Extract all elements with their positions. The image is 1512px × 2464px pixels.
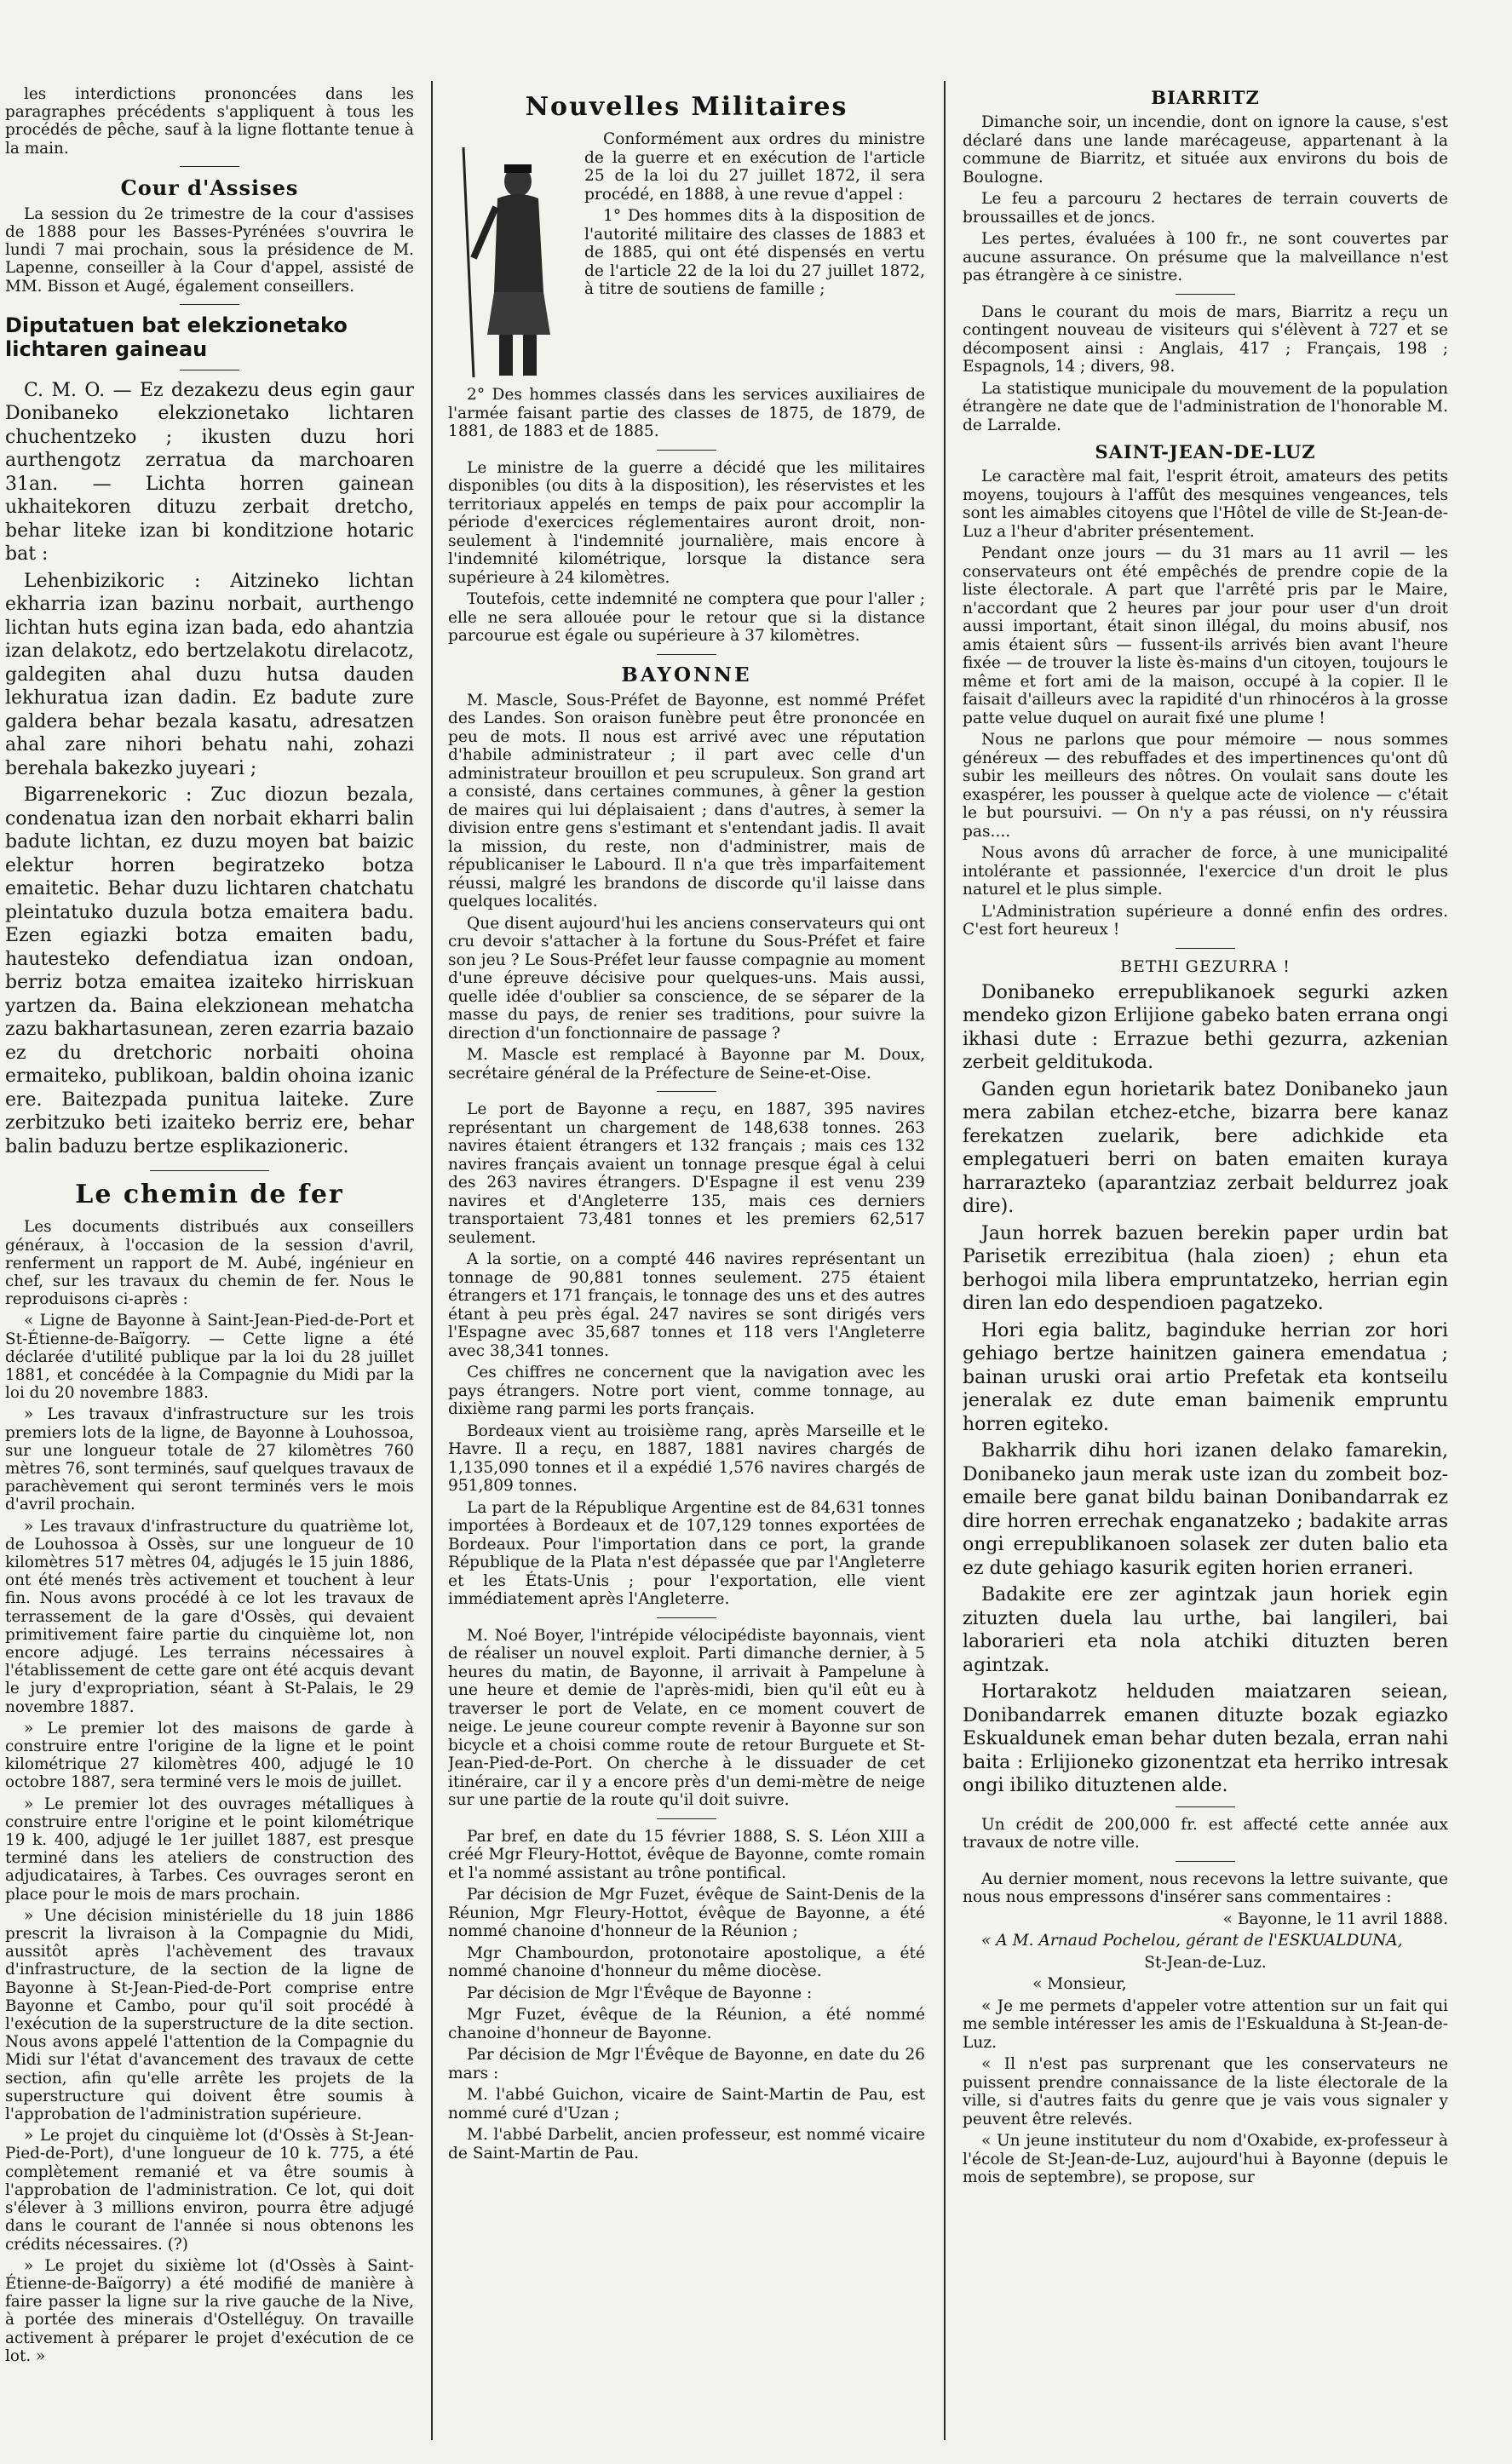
paragraph: Mgr Fuzet, évêque de la Réunion, a été nommé chanoine d'honneur de Bayonne. (448, 2006, 925, 2042)
section-title: Cour d'Assises (120, 175, 299, 200)
section-title: BIARRITZ (1151, 87, 1260, 108)
paragraph: M. l'abbé Darbelit, ancien professeur, est nommé vicaire de Saint-Martin de Pau. (448, 2126, 925, 2162)
paragraph: Dimanche soir, un incendie, dont on ignore la cause, s'est déclaré dans une lande marécageuse, appartenant à la commune de Biarritz, et située aux environs du bois de Boulogne. (963, 113, 1448, 187)
paragraph: Un crédit de 200,000 fr. est affecté cette année aux travaux de notre ville. (963, 1815, 1448, 1852)
paragraph: Dans le courant du mois de mars, Biarritz a reçu un contingent nouveau de visiteurs qui s'élèvent à 727 et se décomposent ainsi : Anglais, 417 ; Français, 198 ; Espagnols, 14 ; divers, 98. (963, 302, 1448, 376)
paragraph: » Le premier lot des maisons de garde à construire entre l'origine de la ligne et le point kilométrique 27 kilomètres 400, adjugé le 10 octobre 1887, sera terminé vers le mois de juillet. (5, 1719, 414, 1792)
paragraph: M. Mascle, Sous-Préfet de Bayonne, est nommé Préfet des Landes. Son oraison funèbre peut être prononcée en peu de mots. Il nous est arrivé avec une réputation d'habile administrateur ; il part avec celle d'un administrateur brouillon et peu scrupuleux. Son grand art a consisté, dans certaines communes, à gêner la gestion de maires qui lui déplaisaient ; dans d'autres, à semer la division entre gens s'estimant et s'entendant jadis. Il avait la mission, du reste, non d'administrer, mais de républicaniser le Labourd. Il n'a que très imparfaitement réussi, malgré les brandons de discorde qu'il laisse dans quelques localités. (448, 691, 925, 910)
paragraph: » Une décision ministérielle du 18 juin 1886 prescrit la livraison à la Compagnie du Midi, aussitôt après l'achèvement des travaux d'infrastructure, de la section de la ligne de Bayonne à St-Jean-Pied-de-Port comprise entre Bayonne et Cambo, pour qu'il soit procédé à l'exécution de la superstructure de la dite section. Nous avons appelé l'attention de la Compagnie du Midi sur l'état d'avancement des travaux de cette section, afin qu'elle arrête les projets de la superstructure qui doivent être soumis à l'approbation de l'administration supérieure. (5, 1906, 414, 2124)
paragraph: Mgr Chambourdon, protonotaire apostolique, a été nommé chanoine d'honneur du même diocèse. (448, 1944, 925, 1980)
paragraph: Par bref, en date du 15 février 1888, S. S. Léon XIII a créé Mgr Fleury-Hottot, évêque de Bayonne, comte romain et l'a nommé assistant au trône pontifical. (448, 1827, 925, 1882)
letter-address: St-Jean-de-Luz. (1144, 1953, 1267, 1972)
paragraph: A la sortie, on a compté 446 navires représentant un tonnage de 90,881 tonnes seulement. 275 étaient étrangers et 171 français, le tonnage des uns et des autres étant à peu près égal. 247 navires se sont dirigés vers l'Espagne avec 35,687 tonnes et 118 vers l'Angleterre avec 38,341 tonnes. (448, 1250, 925, 1360)
column-rule (944, 81, 946, 2440)
column-middle (448, 85, 925, 2436)
paragraph: Ganden egun horietarik batez Donibaneko jaun mera zabilan etchez-etche, bizarra bere kanaz ferekatzen zuelarik, bere adichkide eta emplegatueri berri on baten emaiten kuraya harrarazteko (aparantziaz zerbait beldurrez joak dire). (963, 1078, 1448, 1217)
paragraph: Badakite ere zer agintzak jaun horiek egin zituzten duela lau urthe, bai langileri, bai laborarieri eta nola atchiki dituzten beren agintzak. (963, 1584, 1448, 1676)
paragraph: Toutefois, cette indemnité ne comptera que pour l'aller ; elle ne sera allouée pour le retour que si la distance parcourue est égale ou supérieure à 37 kilomètres. (448, 590, 925, 645)
paragraph: » Le projet du sixième lot (d'Ossès à Saint-Étienne-de-Baïgorry) a été modifié de manière à faire passer la ligne sur la rive gauche de la Nive, à portée des minerais d'Ostelléguy. On travaille activement à préparer le projet d'exécution de ce lot. » (5, 2256, 414, 2365)
paragraph: Le caractère mal fait, l'esprit étroit, amateurs des petits moyens, toujours à l'affût des mesquines vengeances, tels sont les aimables citoyens que l'Hôtel de ville de St-Jean-de-Luz a l'heur d'abriter présentement. (963, 468, 1448, 541)
paragraph: La session du 2e trimestre de la cour d'assises de 1888 pour les Basses-Pyrénées s'ouvrira le lundi 7 mai prochain, sous la présidence de M. Lapenne, conseiller à la Cour d'appel, assisté de MM. Bisson et Augé, également conseillers. (5, 204, 414, 296)
paragraph: Donibaneko errepublikanoek segurki azken mendeko gizon Erlijione gabeko baten errana ongi ikhasi dute : Errazue bethi gezurra, azkenian zerbeit gelditukoda. (963, 981, 1448, 1073)
paragraph: Hori egia balitz, baginduke herrian zor hori gehiago bertze hainitzen gainera emendatua ; bainan uruski orai artio Prefetak eta kontseilu jeneralak ez dute eman baimenik empruntu horren egiteko. (963, 1319, 1448, 1435)
paragraph: Conformément aux ordres du ministre de la guerre et en exécution de l'article 25 de la loi du 27 juillet 1872, il sera procédé, en 1888, à une revue d'appel : (584, 130, 925, 204)
paragraph: « Je me permets d'appeler votre attention sur un fait qui me semble intéresser les amis de l'Eskualduna à St-Jean-de-Luz. (963, 1996, 1448, 2052)
soldier-icon (448, 130, 584, 386)
paragraph: Pendant onze jours — du 31 mars au 11 avril — les conservateurs ont été empêchés de prendre copie de la liste électorale. A part que l'arrêté pris par le Maire, n'accordant que 2 heures par jour pour user d'un droit aussi important, était sinon illégal, du moins abusif, nos amis étaient sûrs — fussent-ils arrivés bien avant l'heure fixée — de trouver la liste ès-mains d'un citoyen, toujours le même et fort ami de la maison, occupé à la copier. Il le faisait d'ailleurs avec la rapidité d'un rhinocéros à la grosse patte velue duquel on aurait fixé une plume ! (963, 544, 1448, 727)
paragraph: La statistique municipale du mouvement de la population étrangère ne date que de l'administration de l'honorable M. de Larralde. (963, 379, 1448, 434)
paragraph: Les pertes, évaluées à 100 fr., ne sont couvertes par aucune assurance. On présume que la malveillance n'est pas étrangère à ce sinistre. (963, 230, 1448, 284)
section-title: SAINT-JEAN-DE-LUZ (1095, 441, 1316, 462)
paragraph: Nous ne parlons que pour mémoire — nous sommes généreux — des rebuffades et des impertinences qu'ont dû subir les meilleurs des nôtres. On voulait sans doute les exaspérer, les pousser à quelque acte de violence — c'était le but poursuivi. — On n'y a pas réussi, on n'y réussira pas.... (963, 731, 1448, 841)
section-title: BETHI GEZURRA ! (1120, 956, 1291, 976)
paragraph: » Les travaux d'infrastructure sur les trois premiers lots de la ligne, de Bayonne à Louhossoa, sur une longueur totale de 27 kilomètres 760 mètres 76, sont terminés, sauf quelques travaux de parachèvement qui seront terminés vers le mois d'avril prochain. (5, 1405, 414, 1514)
paragraph: » Le projet du cinquième lot (d'Ossès à St-Jean-Pied-de-Port), d'une longueur de 10 k. 775, a été complètement remanié et va être soumis à l'approbation de l'administration. Ce lot, qui doit s'élever à 3 millions environ, pourra être adjugé dans le courant de l'année si nous obtenons les crédits nécessaires. (?) (5, 2127, 414, 2254)
paragraph: Que disent aujourd'hui les anciens conservateurs qui ont cru devoir s'attacher à la fortune du Sous-Préfet et faire son jeu ? Le Sous-Préfet leur fausse compagnie au moment d'une épreuve décisive pour quelques-uns. Mais aussi, quelle idée d'oublier sa conscience, de se séparer de la masse du pays, de renier ses traditions, pour suivre la direction d'un fonctionnaire de passage ? (448, 914, 925, 1042)
column-left (5, 85, 414, 2436)
paragraph: Bordeaux vient au troisième rang, après Marseille et le Havre. Il a reçu, en 1887, 1881 navires chargés de 1,135,090 tonnes et il a expédié 1,576 navires chargés de 951,809 tonnes. (448, 1422, 925, 1495)
paragraph: Jaun horrek bazuen berekin paper urdin bat Parisetik errezibitua (hala zioen) ; ehun eta berhogoi mila libera empruntatzeko, herrian egin diren lan edo despendioen pagatzeko. (963, 1222, 1448, 1314)
paragraph: « Ligne de Bayonne à Saint-Jean-Pied-de-Port et St-Étienne-de-Baïgorry. — Cette ligne a été déclarée d'utilité publique par la loi du 28 juillet 1881, et concédée à la Compagnie du Midi par la loi du 20 novembre 1883. (5, 1312, 414, 1403)
paragraph: Le feu a parcouru 2 hectares de terrain couverts de broussailles et de joncs. (963, 190, 1448, 227)
paragraph: M. l'abbé Guichon, vicaire de Saint-Martin de Pau, est nommé curé d'Uzan ; (448, 2086, 925, 2122)
paragraph: L'Administration supérieure a donné enfin des ordres. C'est fort heureux ! (963, 902, 1448, 939)
column-rule (431, 81, 433, 2440)
paragraph: Le ministre de la guerre a décidé que les militaires disponibles (ou dits à la disposition), les réservistes et les territoriaux appelés en temps de paix pour accomplir la période d'exercices réglementaires auront droit, non-seulement à l'indemnité journalière, mais encore à l'indemnité kilométrique, lorsque la distance sera supérieure à 24 kilomètres. (448, 458, 925, 587)
paragraph: » Les travaux d'infrastructure du quatrième lot, de Louhossoa à Ossès, sur une longueur de 10 kilomètres 517 mètres 04, adjugés le 15 juin 1886, ont été menés très activement et touchent à leur fin. Nous avons procédé à ce lot les travaux de terrassement de la gare d'Ossès, qui devaient primitivement faire partie du cinquième lot, non encore adjugé. Les terrains nécessaires à l'établissement de cette gare ont été acquis devant le jury d'expropriation, séant à St-Palais, le 29 novembre 1887. (5, 1517, 414, 1716)
paragraph: Ces chiffres ne concernent que la navigation avec les pays étrangers. Notre port vient, comme tonnage, au dixième rang parmi les ports français. (448, 1364, 925, 1418)
paragraph: La part de la République Argentine est de 84,631 tonnes importées à Bordeaux et de 107,129 tonnes exportées de Bordeaux. Pour l'importation dans ce port, la grande République de la Plata n'est dépassée que par l'Angleterre et les États-Unis ; pour l'exportation, elle vient immédiatement après l'Angleterre. (448, 1498, 925, 1608)
section-title: Nouvelles Militaires (525, 92, 848, 122)
section-title: Le chemin de fer (75, 1180, 344, 1210)
paragraph: 2° Des hommes classés dans les services auxiliaires de l'armée faisant partie des classes de 1875, de 1879, de 1881, de 1883 et de 1885. (448, 386, 925, 440)
letter-salutation: « Monsieur, (1032, 1975, 1127, 1993)
letter-address: « A M. Arnaud Pochelou, gérant de l'ESKUALDUNA, (981, 1932, 1403, 1950)
paragraph: « Un jeune instituteur du nom d'Oxabide, ex-professeur à l'école de St-Jean-de-Luz, aujourd'hui à Bayonne (depuis le mois de septembre), se propose, sur (963, 2132, 1448, 2186)
paragraph: Hortarakotz helduden maiatzaren seiean, Donibandarrek emanen dituzte bozak egiazko Eskualdunek eman behar duten bezala, erran nahi baita : Erlijioneko gizonentzat eta herriko intresak ongi ibiliko dituztenen alde. (963, 1681, 1448, 1796)
paragraph: Par décision de Mgr l'Évêque de Bayonne, en date du 26 mars : (448, 2046, 925, 2082)
section-title: BAYONNE (621, 663, 752, 686)
paragraph: Le port de Bayonne a reçu, en 1887, 395 navires représentant un chargement de 148,638 tonnes. 263 navires étaient étrangers et 132 français ; mais ces 132 navires français avaient un tonnage presque égal à celui des 263 navires étrangers. D'Espagne il est venu 239 navires et d'Angleterre 135, mais ces derniers transportaient 73,481 tonnes et les premiers 62,517 seulement. (448, 1100, 925, 1247)
paragraph: Nous avons dû arracher de force, à une municipalité intolérante et passionnée, l'exercice d'un droit le plus naturel et le plus simple. (963, 844, 1448, 899)
paragraph: Au dernier moment, nous recevons la lettre suivante, que nous nous empressons d'insérer sans commentaires : (963, 1870, 1448, 1906)
column-right (963, 85, 1448, 2436)
section-title: Diputatuen bat elekzionetako lichtaren gaineau (5, 313, 348, 361)
paragraph: Bigarrenekoric : Zuc diozun bezala, condenatua izan den norbait ekharri balin badute lichtan, ez duzu moyen bat baizic elektur horren begiratzeko botza emaitetic. Behar duzu lichtaren chatchatu pleintatuko duzula botza emaitera badu. Ezen egiazki botza emaiten badu, hautesteko defendiatua izan ondoan, berriz botza emaitea izaiteko hirriskuan yartzen da. Baina elekzionean mehatcha zazu bakhartasunean, zeren ezarria bazaio ez du dretchoric norbaiti ohoina ermaiteko, publikoan, baldin ohoina izanic ere. Baitezpada punitua laiteke. Zure zerbitzuko beti izaiteko berriz ere, behar balin baduzu bertze esplikazioneric. (5, 784, 414, 1157)
paragraph: Par décision de Mgr l'Évêque de Bayonne : (467, 1984, 813, 2002)
dateline: « Bayonne, le 11 avril 1888. (1222, 1910, 1448, 1928)
paragraph: » Le premier lot des ouvrages métalliques à construire entre l'origine et le point kilométrique 19 k. 400, adjugé le 1er juillet 1887, est presque terminé dans les ateliers de construction des adjudicataires, à Tarbes. Ces ouvrages seront en place pour le mois de mars prochain. (5, 1795, 414, 1904)
paragraph: M. Mascle est remplacé à Bayonne par M. Doux, secrétaire général de la Préfecture de Seine-et-Oise. (448, 1046, 925, 1083)
paragraph: M. Noé Boyer, l'intrépide vélocipédiste bayonnais, vient de réaliser un nouvel exploit. Parti dimanche dernier, à 5 heures du matin, de Bayonne, il arrivait à Pampelune à une heure et demie de l'après-midi, bien qu'il eût eu à traverser le port de Velate, en ce moment couvert de neige. Le jeune coureur compte revenir à Bayonne sur son bicycle et a choisi comme route de retour Burguete et St-Jean-Pied-de-Port. On cherche à le dissuader de cet itinéraire, car il y a encore près d'un demi-mètre de neige sur une partie de la route qu'il doit suivre. (448, 1626, 925, 1809)
paragraph: « Il n'est pas surprenant que les conservateurs ne puissent prendre connaissance de la liste électorale de la ville, si d'autres faits du genre que je vais vous signaler y peuvent être relevés. (963, 2055, 1448, 2128)
paragraph: Par décision de Mgr Fuzet, évêque de Saint-Denis de la Réunion, Mgr Fleury-Hottot, évêque de Bayonne, a été nommé chanoine d'honneur de la Réunion ; (448, 1886, 925, 1940)
paragraph: les interdictions prononcées dans les paragraphes précédents s'appliquent à tous les procédés de pêche, sauf à la ligne flottante tenue à la main. (5, 85, 414, 158)
paragraph: 1° Des hommes dits à la disposition de l'autorité militaire des classes de 1883 et de 1885, qui ont été dispensés en vertu de l'article 22 de la loi du 27 juillet 1872, à titre de soutiens de famille ; (584, 207, 925, 298)
paragraph: Lehenbizikoric : Aitzineko lichtan ekharria izan bazinu norbait, aurthengo lichtan huts egina izan bada, edo ahantzia izan delakotz, edo bertzelakotu direlacotz, galdegiten ahal duzu hutsa dauden lekhuratua izan dadin. Ez badute zure galdera behar bezala kasatu, adresatzen ahal zare nihori behatu nahi, zohazi berehala bakezko juyeari ; (5, 570, 414, 779)
soldier-illustration (448, 130, 584, 386)
paragraph: C. M. O. — Ez dezakezu deus egin gaur Donibaneko elekzionetako lichtaren chuchentzeko ; ikusten duzu hori aurthengotz zerratua da marchoaren 31an. — Lichta horren gainean ukhaitekoren dituzu zerbait dretcho, behar liteke izan bi konditzione hotaric bat : (5, 379, 414, 566)
paragraph: Bakharrik dihu hori izanen delako famarekin, Donibaneko jaun merak uste izan du zombeit boz-emaile bere ganat bildu bainan Donibandarrak ez dire horren errechak enganatzeko ; badakite arras ongi errepublikanoen solasek zer duten balio eta ez dute gehiago kasurik egiten horien erraneri. (963, 1440, 1448, 1579)
paragraph: Les documents distribués aux conseillers généraux, à l'occasion de la session d'avril, renferment un rapport de M. Aubé, ingénieur en chef, sur les travaux du chemin de fer. Nous le reproduisons ci-après : (5, 1218, 414, 1309)
